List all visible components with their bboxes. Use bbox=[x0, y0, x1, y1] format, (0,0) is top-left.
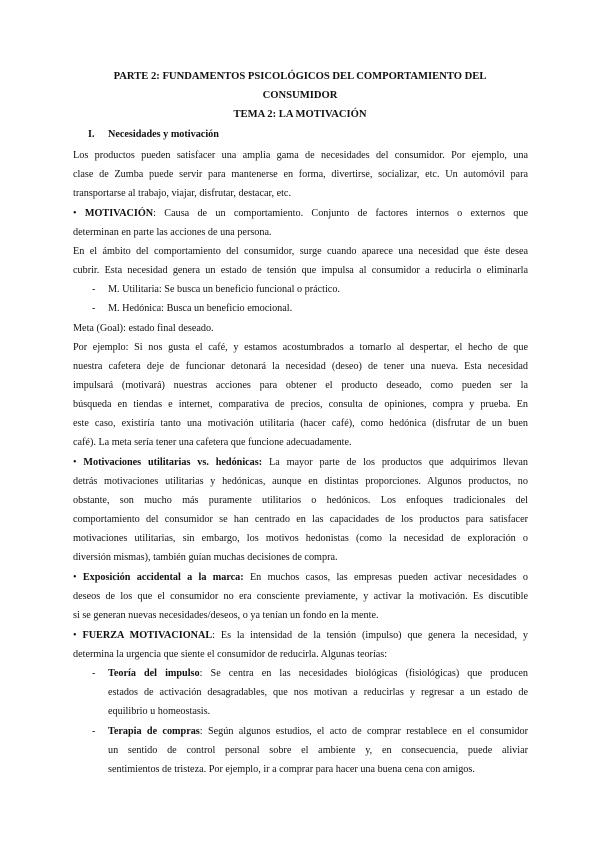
utilitarias-line: • Motivaciones utilitarias vs. hedónicas: La mayor parte de los productos que adquirimos llevan bbox=[73, 457, 528, 468]
utilitarias-line: obstante, son mucho más puramente utilitarios o hedónicos. Los enfoques tradicionales del bbox=[73, 495, 528, 506]
bullet: • bbox=[73, 630, 77, 641]
list-item: M. Utilitaria: Se busca un beneficio funcional o práctico. bbox=[108, 284, 340, 295]
paragraph-line: este caso, existiría tanto una motivación utilitaria (hacer café), como hedónica (disfrutar de un buen bbox=[73, 418, 528, 429]
terapia-compras-line: un sentido de control personal sobre el ambiente y, en consecuencia, puede aliviar bbox=[108, 745, 528, 756]
terapia-compras-line: Terapia de compras: Según algunos estudios, el acto de comprar restablece en el consumidor bbox=[108, 726, 528, 737]
term-terapia-compras: Terapia de compras bbox=[108, 726, 200, 737]
doc-subtitle: TEMA 2: LA MOTIVACIÓN bbox=[233, 109, 367, 120]
bullet: • bbox=[73, 572, 77, 583]
list-dash: - bbox=[92, 668, 96, 679]
list-item: M. Hedónica: Busca un beneficio emocional. bbox=[108, 303, 293, 314]
list-dash: - bbox=[92, 726, 96, 737]
fuerza-line: • FUERZA MOTIVACIONAL: Es la intensidad de la tensión (impulso) que genera la necesidad, y bbox=[73, 630, 528, 641]
meta-definition: Meta (Goal): estado final deseado. bbox=[73, 323, 214, 334]
list-dash: - bbox=[92, 303, 96, 314]
teoria-impulso-line: equilibrio u homeostasis. bbox=[108, 706, 211, 717]
motivacion-line: • MOTIVACIÓN: Causa de un comportamiento. Conjunto de factores internos o externos que bbox=[73, 208, 528, 219]
bullet: • bbox=[73, 457, 77, 468]
list-dash: - bbox=[92, 284, 96, 295]
utilitarias-line: comportamiento del consumidor se han centrado en las capacidades de los productos para satisfacer bbox=[73, 514, 528, 525]
paragraph-line: nuestra cafetera deje de funcionar detonará la necesidad (deseo) de tener una nueva. Esta necesidad bbox=[73, 361, 528, 372]
paragraph-line: cubrir. Esta necesidad genera un estado de tensión que impulsa al consumidor a reducirla o eliminarla bbox=[73, 265, 528, 276]
paragraph-line: En el ámbito del comportamiento del consumidor, surge cuando aparece una necesidad que éste desea bbox=[73, 246, 528, 257]
bullet: • bbox=[73, 208, 77, 219]
doc-title-line-1: PARTE 2: FUNDAMENTOS PSICOLÓGICOS DEL COMPORTAMIENTO DEL bbox=[113, 71, 487, 82]
utilitarias-line: motivaciones utilitarias, sin embargo, los motivos hedonistas (como la necesidad de exploración o bbox=[73, 533, 528, 544]
term-fuerza: FUERZA MOTIVACIONAL bbox=[82, 630, 213, 641]
term-exposicion: Exposición accidental a la marca: bbox=[82, 572, 244, 583]
paragraph-line: Por ejemplo: Si nos gusta el café, y estamos acostumbrados a tomarlo al despertar, el hecho de que bbox=[73, 342, 528, 353]
section-number: I. bbox=[88, 129, 95, 140]
exposicion-line: si se generan nuevas necesidades/deseos, o ya tenían un fondo en la mente. bbox=[73, 610, 379, 621]
paragraph-line: transportarse al trabajo, viajar, disfrutar, destacar, etc. bbox=[73, 188, 291, 199]
fuerza-line: determina la urgencia que siente el consumidor de reducirla. Algunas teorías: bbox=[73, 649, 388, 660]
paragraph-line: clase de Zumba puede servir para mantenerse en forma, divertirse, socializar, etc. Un automóvil para bbox=[73, 169, 528, 180]
exposicion-line: • Exposición accidental a la marca: En muchos casos, las empresas pueden activar necesidades o bbox=[73, 572, 528, 583]
term-motivacion: MOTIVACIÓN bbox=[84, 208, 154, 219]
teoria-impulso-line: Teoría del impulso: Se centra en las necesidades biológicas (fisiológicas) que producen bbox=[108, 668, 528, 679]
exposicion-line: deseos de los que el consumidor no era consciente previamente, y activar la motivación. Es discutible bbox=[73, 591, 528, 602]
paragraph-line: impulsará (motivará) nuestras acciones para obtener el producto deseado, como pueden ser la bbox=[73, 380, 528, 391]
teoria-impulso-line: estados de activación desagradables, que nos motivan a reducirlas y regresar a un estado de bbox=[108, 687, 528, 698]
section-title: Necesidades y motivación bbox=[108, 129, 219, 140]
paragraph-line: búsqueda en tiendas e internet, comparativa de precios, consulta de opiniones, compra y prueba. En bbox=[73, 399, 528, 410]
term-utilitarias: Motivaciones utilitarias vs. hedónicas: bbox=[83, 457, 263, 468]
doc-title-line-2: CONSUMIDOR bbox=[262, 90, 338, 101]
paragraph-line: Los productos pueden satisfacer una amplia gama de necesidades del consumidor. Por ejemplo, una bbox=[73, 150, 528, 161]
terapia-compras-line: sentimientos de tristeza. Por ejemplo, ir a comprar para hacer una buena cena con amigos. bbox=[108, 764, 475, 775]
motivacion-line: determinan en parte las acciones de una persona. bbox=[73, 227, 272, 238]
term-teoria-impulso: Teoría del impulso bbox=[108, 668, 200, 679]
paragraph-line: café). La meta sería tener una cafetera que funcione adecuadamente. bbox=[73, 437, 352, 448]
utilitarias-line: diversión mismas), también guían muchas decisiones de compra. bbox=[73, 552, 338, 563]
utilitarias-line: detrás motivaciones utilitarias y hedónicas, aunque en distintas proporciones. Algunos productos, no bbox=[73, 476, 528, 487]
